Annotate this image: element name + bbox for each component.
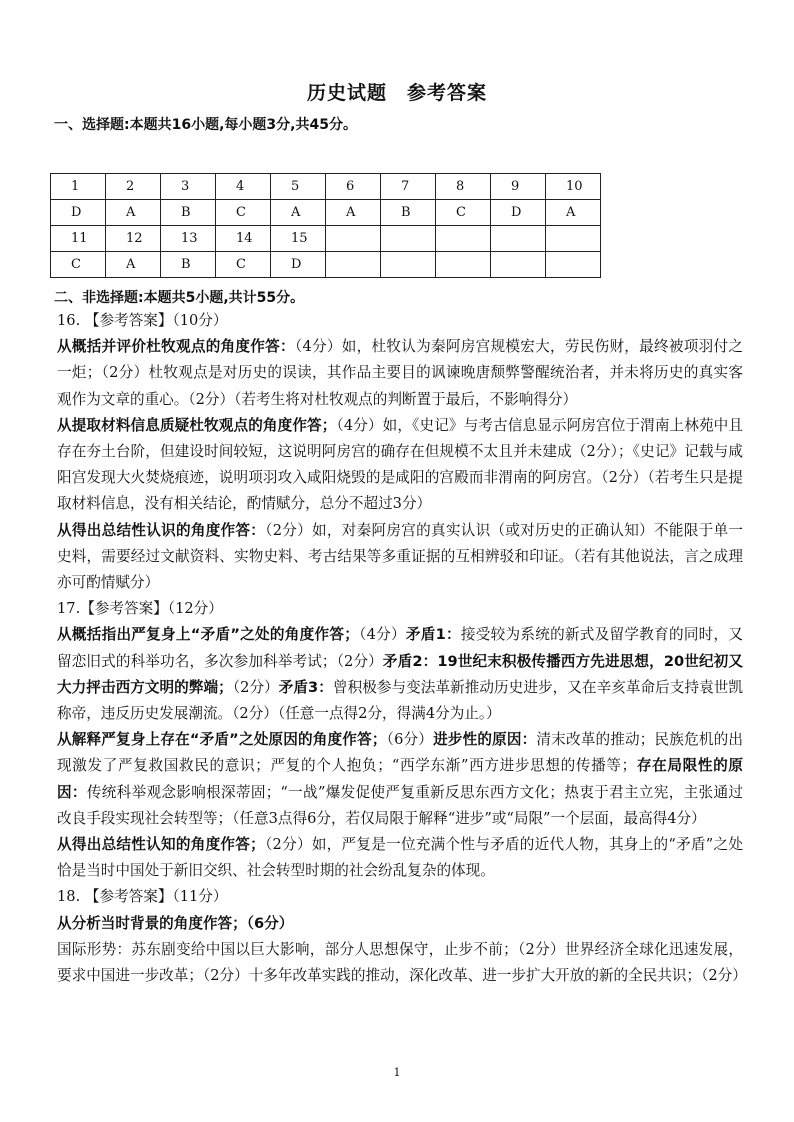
table-cell: C bbox=[436, 200, 491, 226]
text-segment: 从概括并评价杜牧观点的角度作答： bbox=[57, 338, 295, 356]
table-cell: A bbox=[546, 200, 601, 226]
table-cell: 3 bbox=[161, 174, 216, 200]
text-segment: 国际形势：苏东剧变给中国以巨大影响，部分人思想保守，止步不前；（2分）世界经济全球化迅速发展，要求中国进一步改革；（2分）十多年改革实践的推动，深化改革、进一步扩大开放的新的全民共识；（2分） bbox=[57, 940, 747, 985]
table-cell: 6 bbox=[326, 174, 381, 200]
table-cell bbox=[326, 226, 381, 252]
paragraph bbox=[57, 911, 743, 937]
text-segment: 矛盾3： bbox=[278, 678, 333, 696]
text-segment: （6分） bbox=[386, 731, 434, 749]
text-segment: 存在局限性的原因： bbox=[57, 757, 743, 801]
table-cell: 15 bbox=[271, 226, 326, 252]
table-cell: 13 bbox=[161, 226, 216, 252]
paragraph bbox=[57, 937, 747, 989]
paragraph bbox=[57, 596, 743, 622]
table-cell: 2 bbox=[106, 174, 161, 200]
section-heading-choice: 一、选择题:本题共16小题,每小题3分,共45分。 bbox=[54, 117, 357, 133]
text-segment: （4分） bbox=[358, 626, 406, 644]
paragraph bbox=[57, 727, 743, 832]
table-cell: B bbox=[161, 252, 216, 278]
answer-content bbox=[57, 308, 747, 989]
paragraph bbox=[57, 413, 743, 518]
table-cell: 7 bbox=[381, 174, 436, 200]
text-segment: （2分）如，严复是一位充满个性与矛盾的近代人物，其身上的“矛盾”之处恰是当时中国处于新旧交织、社会转型时期的社会纷乱复杂的体现。 bbox=[57, 836, 743, 880]
table-cell: A bbox=[271, 200, 326, 226]
text-segment: 从概括指出严复身上“矛盾”之处的角度作答； bbox=[57, 626, 359, 644]
title-main: 历史试题 bbox=[306, 82, 387, 104]
text-segment: 接受较为系统的新式及留学教育的同时，又留恋旧式的科举功名，多次参加科举考试；（2分） bbox=[57, 626, 743, 670]
table-cell: A bbox=[326, 200, 381, 226]
text-segment: （2分） bbox=[232, 678, 279, 696]
text-segment: （4分）如，杜牧认为秦阿房宫规模宏大，劳民伤财，最终被项羽付之一炬；（2分）杜牧观点是对历史的误读，其作品主要目的讽谏晚唐颓弊警醒统治者，并未将历史的真实客观作为文章的重心。（2分）（若考生将对杜牧观点的判断置于最后，不影响得分） bbox=[57, 338, 743, 408]
table-cell bbox=[381, 226, 436, 252]
table-cell bbox=[436, 226, 491, 252]
table-cell: 4 bbox=[216, 174, 271, 200]
table-row bbox=[51, 226, 601, 252]
table-cell: 14 bbox=[216, 226, 271, 252]
table-cell bbox=[491, 226, 546, 252]
table-cell: A bbox=[106, 252, 161, 278]
text-segment: 从解释严复身上存在“矛盾”之处原因的角度作答； bbox=[57, 731, 387, 749]
table-cell: 12 bbox=[106, 226, 161, 252]
paragraph bbox=[57, 308, 743, 334]
text-segment: 从提取材料信息质疑杜牧观点的角度作答； bbox=[57, 416, 337, 434]
table-cell bbox=[381, 252, 436, 278]
table-cell: A bbox=[106, 200, 161, 226]
text-segment: 矛盾1： bbox=[405, 626, 461, 644]
text-segment: 从得出总结性认识的角度作答： bbox=[57, 521, 266, 539]
table-cell: 5 bbox=[271, 174, 326, 200]
page-title bbox=[0, 78, 794, 105]
text-segment: 传统科举观念影响根深蒂固；“一战”爆发促使严复重新反思东西方文化；热衷于君主立宪，主张通过改良手段实现社会转型等；（任意3点得6分，若仅局限于解释“进步”或“局限”一个层面，最高得4分） bbox=[57, 783, 743, 827]
text-segment: 曾积极参与变法革新推动历史进步，又在辛亥革命后支持袁世凯称帝，违反历史发展潮流。（2分）（任意一点得2分，得满4分为止。） bbox=[57, 678, 743, 723]
table-cell bbox=[326, 252, 381, 278]
table-cell: D bbox=[51, 200, 106, 226]
table-row bbox=[51, 174, 601, 200]
table-cell: 10 bbox=[546, 174, 601, 200]
text-segment: 17.【参考答案】（12分） bbox=[57, 600, 223, 618]
text-segment: 进步性的原因： bbox=[433, 731, 537, 749]
table-cell: B bbox=[161, 200, 216, 226]
table-cell: D bbox=[491, 200, 546, 226]
paragraph bbox=[57, 884, 743, 910]
table-cell: D bbox=[271, 252, 326, 278]
table-cell: C bbox=[216, 200, 271, 226]
text-segment: 16. 【参考答案】（10分） bbox=[57, 312, 228, 329]
paragraph bbox=[57, 832, 743, 884]
title-sub: 参考答案 bbox=[407, 82, 488, 104]
text-segment: 从分析当时背景的角度作答；（6分） bbox=[57, 914, 294, 932]
text-segment: （4分）如，《史记》与考古信息显示阿房宫位于渭南上林苑中且存在夯土台阶，但建设时间较短，这说明阿房宫的确存在但规模不太且并未建成（2分）；《史记》记载与咸阳宫发现大火焚烧痕迹，说明项羽攻入咸阳烧毁的是咸阳的宫殿而非渭南的阿房宫。（2分）（若考生只是提取材料信息，没有相关结论，酌情赋分，总分不超过3分） bbox=[57, 416, 743, 513]
table-cell: 11 bbox=[51, 226, 106, 252]
table-cell bbox=[546, 252, 601, 278]
table-cell: 8 bbox=[436, 174, 491, 200]
page-number: 1 bbox=[393, 1066, 401, 1079]
table-cell: B bbox=[381, 200, 436, 226]
text-segment: 矛盾2：19世纪末积极传播西方先进思想，20世纪初又大力抨击西方文明的弊端； bbox=[57, 652, 743, 696]
table-cell: C bbox=[216, 252, 271, 278]
text-segment: 从得出总结性认知的角度作答； bbox=[57, 836, 265, 854]
table-cell: 9 bbox=[491, 174, 546, 200]
text-segment: 18. 【参考答案】（11分） bbox=[57, 888, 228, 906]
text-segment: 清末改革的推动；民族危机的出现激发了严复救国救民的意识；严复的个人抱负；“西学东渐”西方进步思想的传播等； bbox=[57, 731, 743, 775]
table-cell bbox=[436, 252, 491, 278]
table-cell: 1 bbox=[51, 174, 106, 200]
table-cell bbox=[546, 226, 601, 252]
paragraph bbox=[57, 518, 743, 597]
table-row bbox=[51, 252, 601, 278]
text-segment: （2分）如，对秦阿房宫的真实认识（或对历史的正确认知）不能限于单一史料，需要经过文献资料、实物史料、考古结果等多重证据的互相辨驳和印证。（若有其他说法，言之成理亦可酌情赋分） bbox=[57, 521, 743, 592]
table-row bbox=[51, 200, 601, 226]
paragraph bbox=[57, 622, 743, 727]
table-cell: C bbox=[51, 252, 106, 278]
table-cell bbox=[491, 252, 546, 278]
paragraph bbox=[57, 334, 743, 413]
answer-table bbox=[50, 173, 601, 278]
section-heading-nonchoice: 二、非选择题:本题共5小题,共计55分。 bbox=[54, 290, 305, 306]
